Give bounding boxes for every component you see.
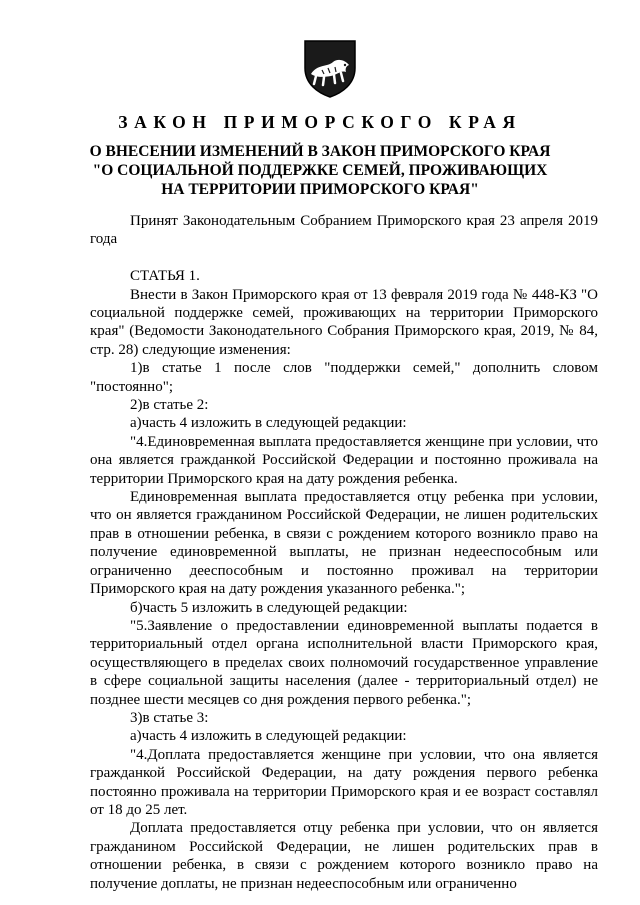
- subtitle-line: "О СОЦИАЛЬНОЙ ПОДДЕРЖКЕ СЕМЕЙ, ПРОЖИВАЮЩИХ: [92, 162, 548, 179]
- paragraph: а)часть 4 изложить в следующей редакции:: [130, 415, 407, 432]
- paragraph: Внести в Закон Приморского края от 13 февраля 2019 года № 448-КЗ "О социальной поддержке семей, проживающих на территории Приморского края" (Ведомости Законодательного Собрания Приморского края, 2019, № 84, стр. 28) следующие изменения:: [90, 286, 598, 358]
- paragraph: Единовременная выплата предоставляется отцу ребенка при условии, что он является гражданином Российской Федерации, не лишен родительских прав в отношении ребенка, в связи с рождением которого возникло право на получение единовременной выплаты, не признан недееспособным или ограниченно дееспособным и постоянно проживал на территории Приморского края на дату рождения указанного ребенка.";: [90, 489, 598, 598]
- paragraph: б)часть 5 изложить в следующей редакции:: [130, 599, 408, 616]
- coat-of-arms-emblem: [302, 38, 358, 98]
- paragraph: "4.Единовременная выплата предоставляется женщине при условии, что она является гражданкой Российской Федерации и постоянно проживала на территории Приморского края на дату рождения ребенка.: [90, 433, 598, 487]
- law-subtitle: [60, 142, 580, 199]
- paragraph: "4.Доплата предоставляется женщине при условии, что она является гражданкой Российской Федерации, на дату рождения первого ребенка постоянно проживала на территории Приморского края и ее возраст составлял от 18 до 25 лет.: [90, 746, 598, 818]
- paragraph: 3)в статье 3:: [130, 709, 209, 726]
- paragraph: "5.Заявление о предоставлении единовременной выплаты подается в территориальный отдел органа исполнительной власти Приморского края, осуществляющего в пределах своих полномочий государственное управление в сфере социальной защиты населения (далее - территориальный отдел) не позднее шести месяцев со дня рождения первого ребенка.";: [90, 617, 598, 708]
- adoption-statement: Принят Законодательным Собранием Приморского края 23 апреля 2019 года: [90, 213, 598, 248]
- document-body: [90, 212, 598, 893]
- subtitle-line: О ВНЕСЕНИИ ИЗМЕНЕНИЙ В ЗАКОН ПРИМОРСКОГО КРАЯ: [89, 143, 551, 160]
- paragraph: Доплата предоставляется отцу ребенка при условии, что он является гражданином Российской Федерации, не лишен родительских прав в отношении ребенка, в связи с рождением которого возникло право на получение доплаты, не признан недееспособным или ограниченно: [90, 820, 598, 892]
- paragraph: 1)в статье 1 после слов "поддержки семей," дополнить словом "постоянно";: [90, 360, 598, 395]
- paragraph: 2)в статье 2:: [130, 397, 209, 414]
- paragraph: а)часть 4 изложить в следующей редакции:: [130, 728, 407, 745]
- article-heading: СТАТЬЯ 1.: [130, 268, 200, 285]
- law-title: ЗАКОН ПРИМОРСКОГО КРАЯ: [118, 112, 522, 132]
- subtitle-line: НА ТЕРРИТОРИИ ПРИМОРСКОГО КРАЯ": [161, 181, 479, 198]
